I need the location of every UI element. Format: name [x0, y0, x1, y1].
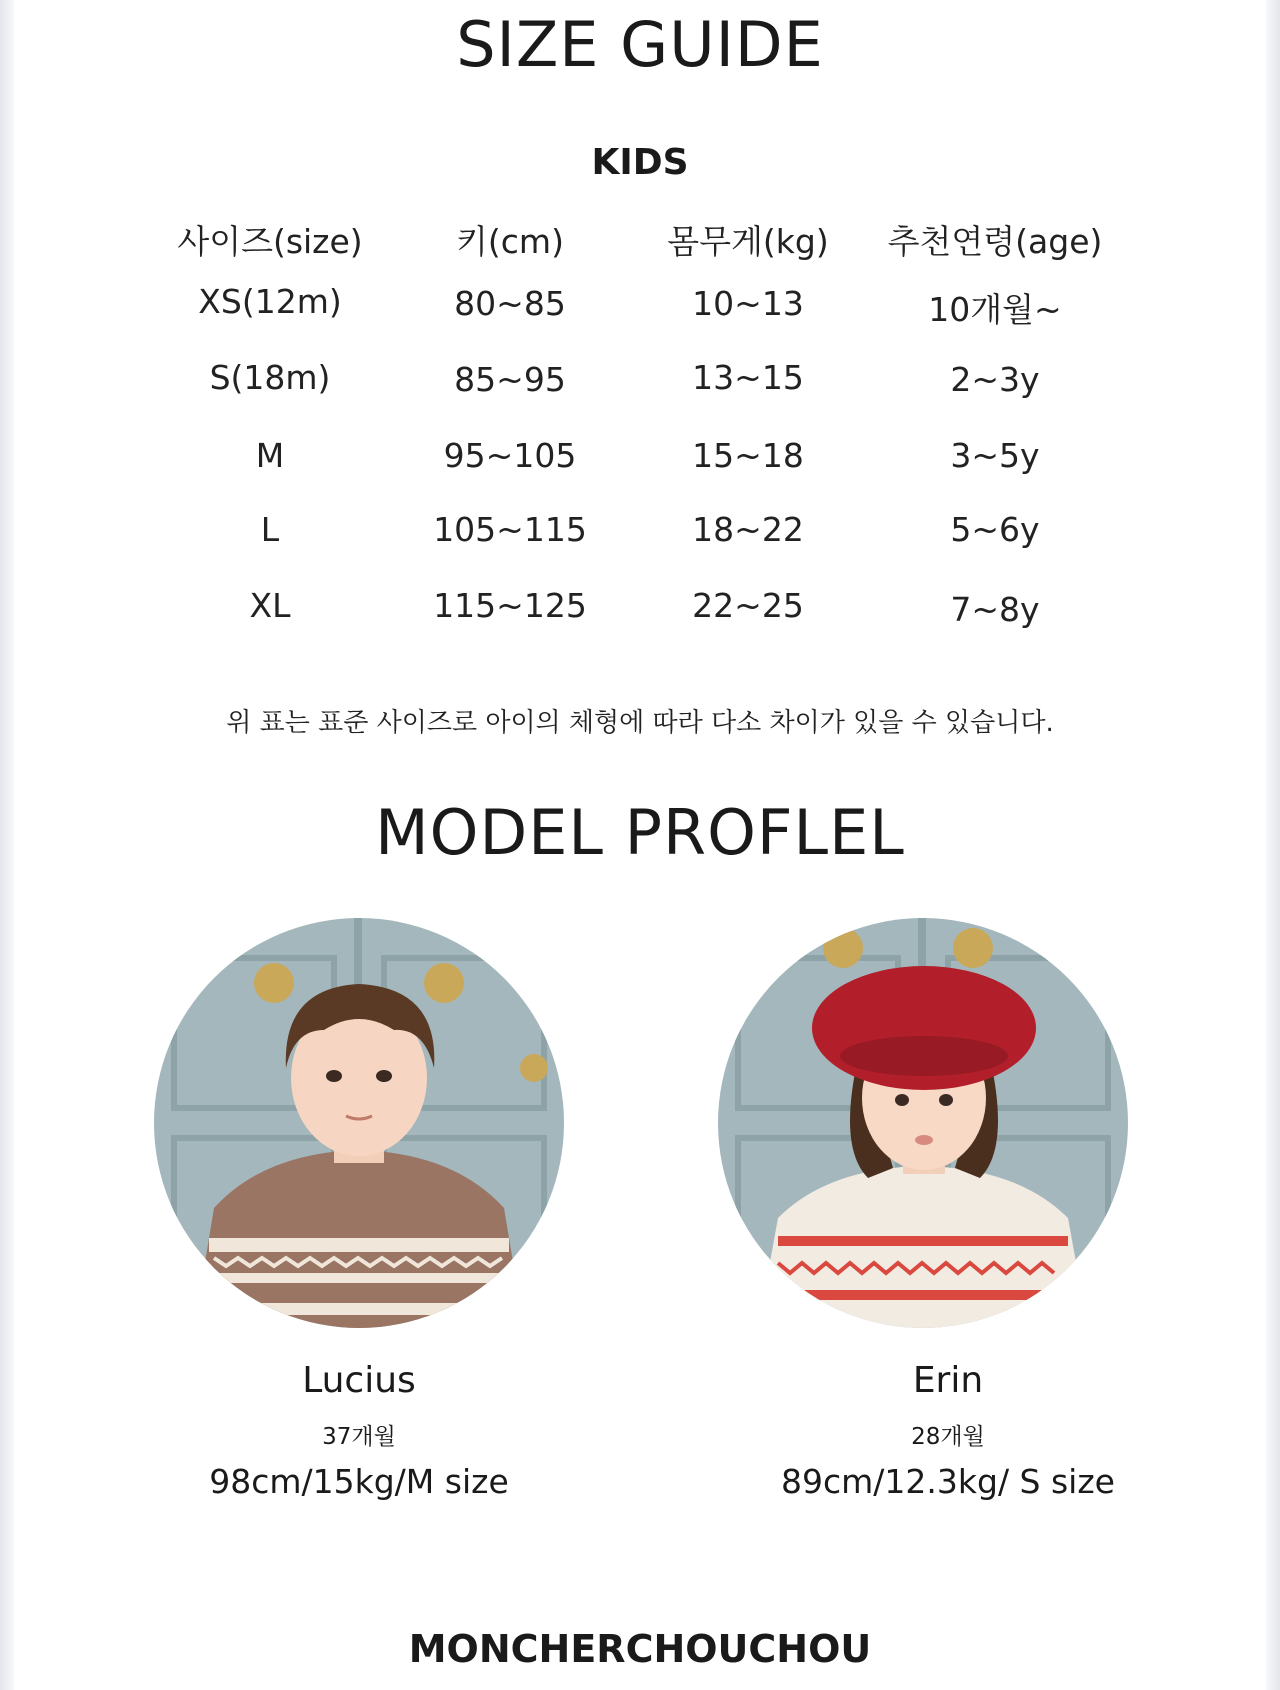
- table-cell: 10개월~: [928, 290, 1062, 329]
- page-title: SIZE GUIDE: [456, 8, 824, 81]
- table-cell: 3~5y: [950, 436, 1040, 475]
- table-cell: XS(12m): [198, 282, 342, 321]
- table-cell: 15~18: [692, 436, 804, 475]
- table-cell: 10~13: [692, 284, 804, 323]
- size-table: [0, 0, 1280, 700]
- model-age: 37개월: [322, 1424, 396, 1450]
- table-cell: XL: [249, 586, 291, 625]
- table-header-age: 추천연령(age): [887, 222, 1103, 261]
- table-cell: 80~85: [454, 284, 566, 323]
- table-cell: 2~3y: [950, 360, 1040, 399]
- table-cell: M: [255, 436, 285, 475]
- size-disclaimer: 위 표는 표준 사이즈로 아이의 체형에 따라 다소 차이가 있을 수 있습니다.: [226, 708, 1054, 738]
- table-cell: 115~125: [433, 586, 587, 625]
- model-stats: 98cm/15kg/M size: [209, 1462, 509, 1501]
- table-cell: 95~105: [443, 436, 577, 475]
- table-cell: S(18m): [209, 358, 331, 397]
- model-name: Lucius: [302, 1360, 416, 1401]
- model-age: 28개월: [911, 1424, 985, 1450]
- brand-footer: MONCHERCHOUCHOU: [408, 1627, 872, 1671]
- table-header-weight: 몸무게(kg): [667, 222, 829, 261]
- section-subtitle: KIDS: [591, 142, 689, 183]
- table-cell: 5~6y: [950, 510, 1040, 549]
- table-header-size: 사이즈(size): [177, 222, 363, 261]
- table-cell: 22~25: [692, 586, 804, 625]
- table-cell: 105~115: [433, 510, 587, 549]
- model-section-title: MODEL PROFLEL: [375, 796, 905, 869]
- table-header-height: 키(cm): [456, 222, 564, 261]
- model-name: Erin: [912, 1360, 984, 1401]
- table-cell: 85~95: [454, 360, 566, 399]
- table-cell: 7~8y: [950, 590, 1040, 629]
- model-stats: 89cm/12.3kg/ S size: [781, 1462, 1115, 1501]
- girl-model-photo: [718, 918, 1128, 1328]
- table-cell: 18~22: [692, 510, 804, 549]
- table-cell: 13~15: [692, 358, 804, 397]
- boy-model-photo: [154, 918, 564, 1328]
- table-cell: L: [260, 510, 280, 549]
